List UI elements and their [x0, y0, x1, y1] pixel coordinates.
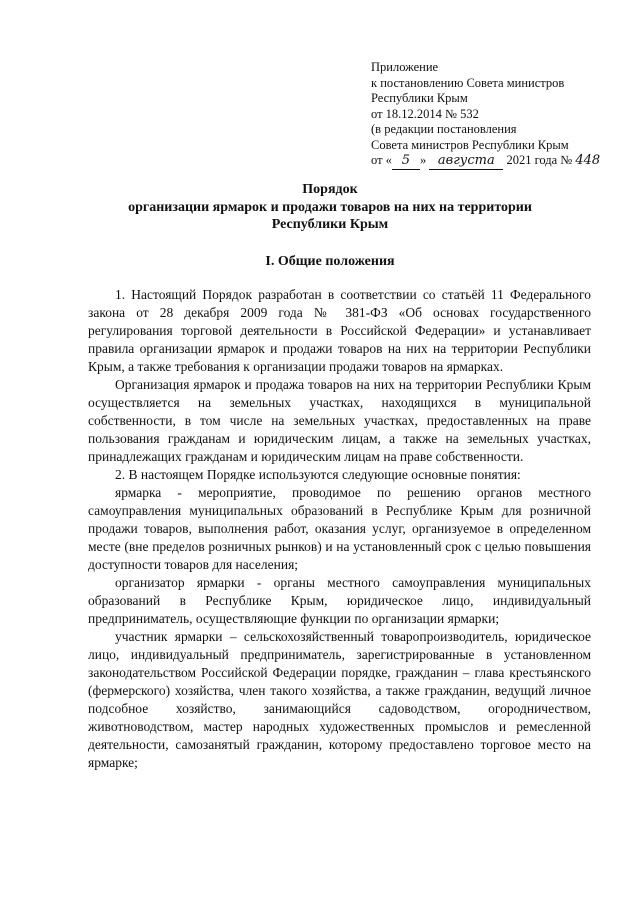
paragraph: 2. В настоящем Порядке используются следующие основные понятия: [115, 467, 521, 482]
header-date-line [371, 153, 631, 170]
paragraph: участник ярмарки – сельскохозяйственный товаропроизводитель, юридическое лицо, индивидуальный предприниматель, зарегистрированные в установленном законодательством Российской Федерации порядке, гражданин – глава крестьянского (фермерского) хозяйства, член такого хозяйства, а также гражданин, ведущий личное подсобное хозяйство, занимающийся садоводством, огородничеством, животноводством, мастер народных художественных промыслов и ремесленной деятельности, самозанятый гражданин, которому предоставлено торговое место на ярмарке; [88, 629, 591, 770]
title-line: Республики Крым [271, 217, 389, 232]
title-line: организации ярмарок и продажи товаров на них на территории [128, 199, 532, 215]
date-prefix: от « [371, 153, 392, 167]
handwritten-number: 448 [575, 153, 601, 168]
document-title [80, 181, 580, 234]
section-heading: I. Общие положения [265, 254, 395, 269]
appendix-header [371, 60, 631, 170]
header-line: (в редакции постановления [371, 122, 517, 136]
header-line: Республики Крым [371, 91, 468, 105]
paragraph: 1. Настоящий Порядок разработан в соответствии со статьёй 11 Федерального закона от 28 декабря 2009 года № 381-ФЗ «Об основах государственного регулирования торговой деятельности в Российской Федерации» и устанавливает правила организации ярмарок и продажи товаров на них на территории Республики Крым, а также требования к организации продажи товаров на ярмарках. [88, 287, 591, 374]
handwritten-month: августа [429, 153, 503, 170]
header-line: от 18.12.2014 № 532 [371, 106, 479, 121]
paragraph: ярмарка - мероприятие, проводимое по решению органов местного самоуправления муниципальных образований в Республике Крым для розничной продажи товаров, выполнения работ, оказания услуг, организуемое в определенном месте (вне пределов розничных рынков) и на установленный срок с целью повышения доступности товаров для населения; [88, 485, 591, 572]
header-line: Приложение [371, 60, 439, 74]
paragraph: Организация ярмарок и продажа товаров на них на территории Республики Крым осуществляется на земельных участках, находящихся в муниципальной собственности, в том числе на земельных участках, предоставленных на праве пользования гражданам и юридическим лицам, а также на земельных участках, принадлежащих гражданам и юридическим лицам на праве собственности. [88, 377, 591, 464]
header-line: Совета министров Республики Крым [371, 137, 569, 152]
header-line: к постановлению Совета министров [371, 75, 565, 90]
document-body [88, 286, 591, 772]
paragraph: организатор ярмарки - органы местного самоуправления муниципальных образований в Республике Крым, юридическое лицо, индивидуальный предприниматель, осуществляющие функции по организации ярмарки; [88, 575, 591, 626]
date-quote-close: » [419, 153, 427, 167]
date-year: 2021 года № [506, 153, 573, 167]
handwritten-day: 5 [392, 153, 420, 170]
title-line: Порядок [302, 182, 358, 197]
